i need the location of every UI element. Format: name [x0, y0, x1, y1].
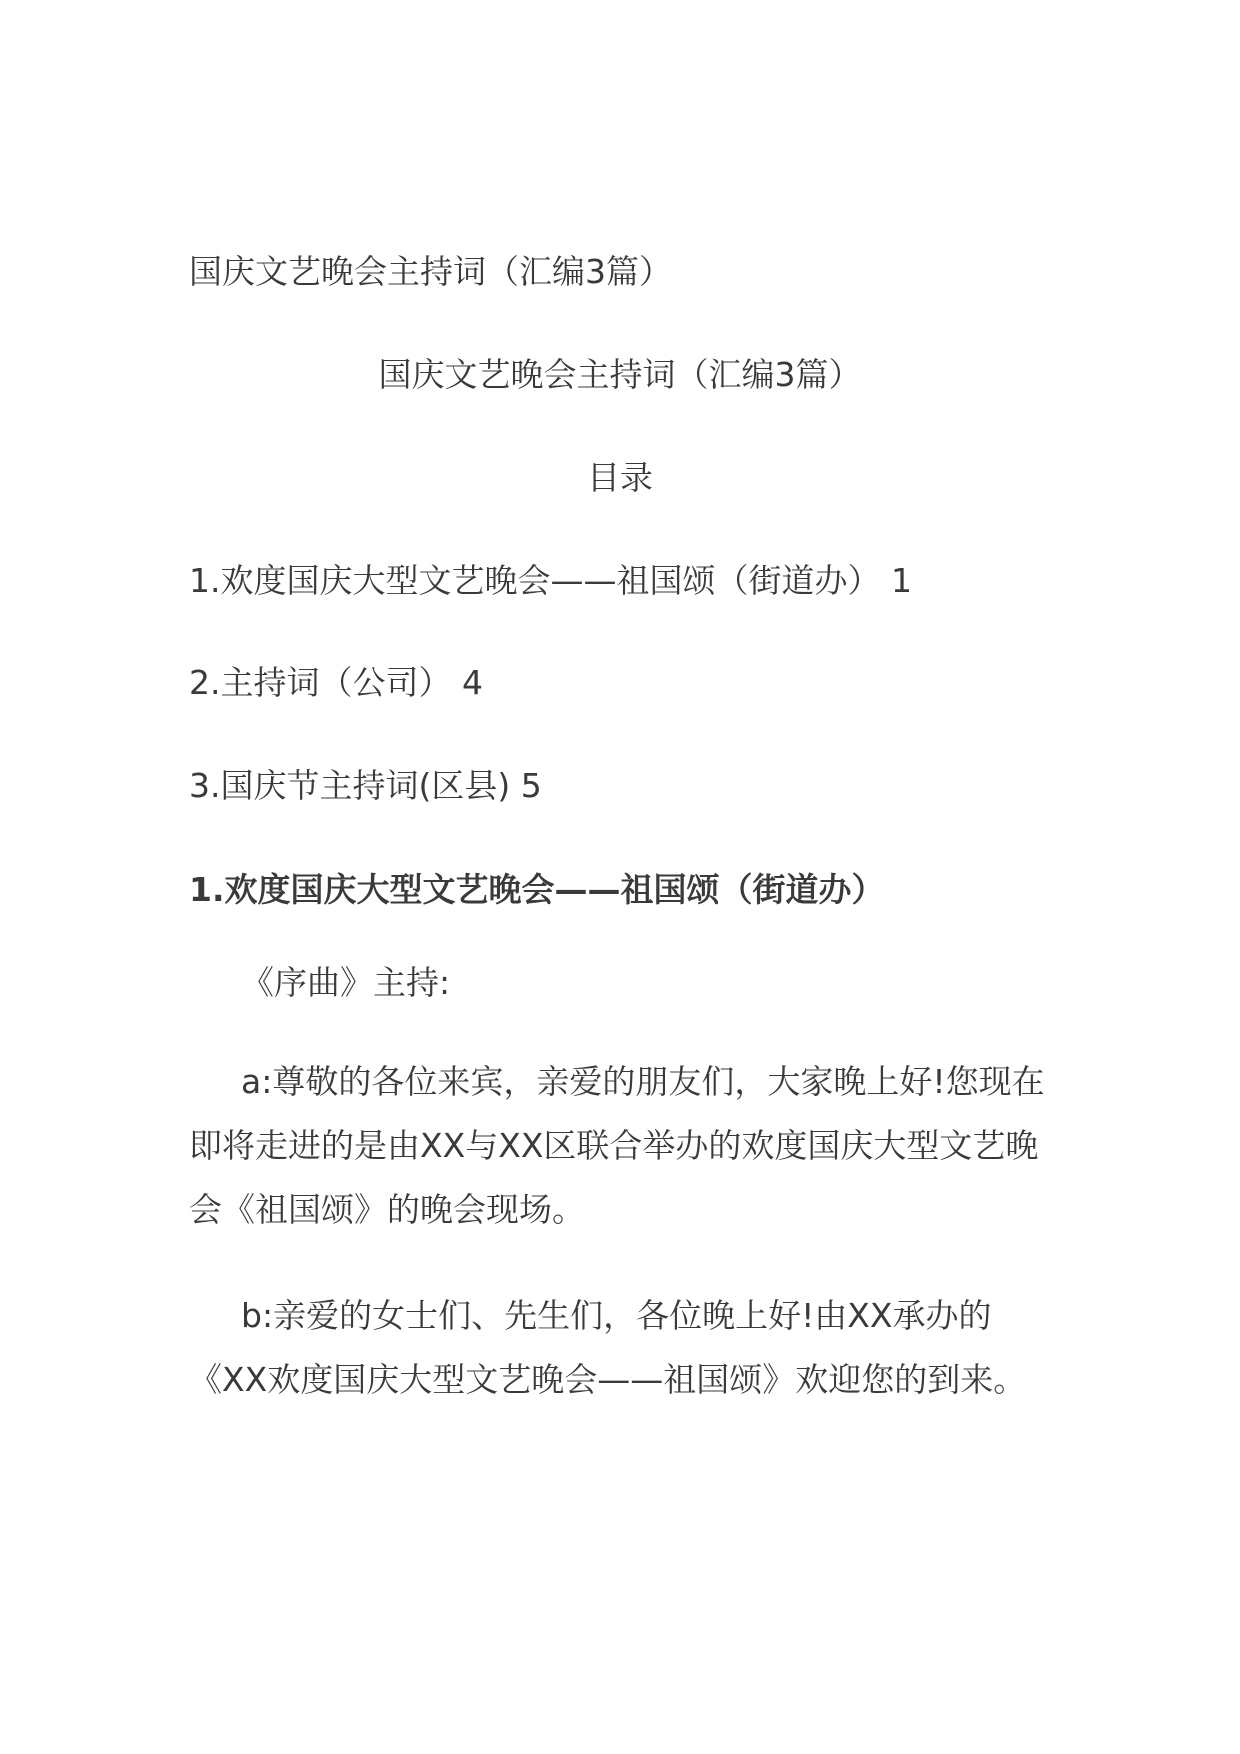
paragraph-a: a:尊敬的各位来宾，亲爱的朋友们，大家晚上好!您现在即将走进的是由XX与XX区联合举办的欢度国庆大型文艺晚会《祖国颂》的晚会现场。 [189, 1062, 1045, 1229]
toc-item-1: 1.欢度国庆大型文艺晚会——祖国颂（街道办） 1 [189, 561, 912, 600]
paragraph-b: b:亲爱的女士们、先生们，各位晚上好!由XX承办的《XX欢度国庆大型文艺晚会——祖国颂》欢迎您的到来。 [189, 1296, 1027, 1399]
section-heading: 1.欢度国庆大型文艺晚会——祖国颂（街道办） [189, 870, 885, 909]
header-title: 国庆文艺晚会主持词（汇编3篇） [189, 252, 672, 291]
main-title: 国庆文艺晚会主持词（汇编3篇） [378, 355, 862, 394]
toc-item-2: 2.主持词（公司） 4 [189, 663, 483, 702]
toc-item-3: 3.国庆节主持词(区县) 5 [189, 766, 542, 805]
toc-heading: 目录 [587, 458, 653, 497]
prelude-label: 《序曲》主持: [241, 963, 451, 1002]
